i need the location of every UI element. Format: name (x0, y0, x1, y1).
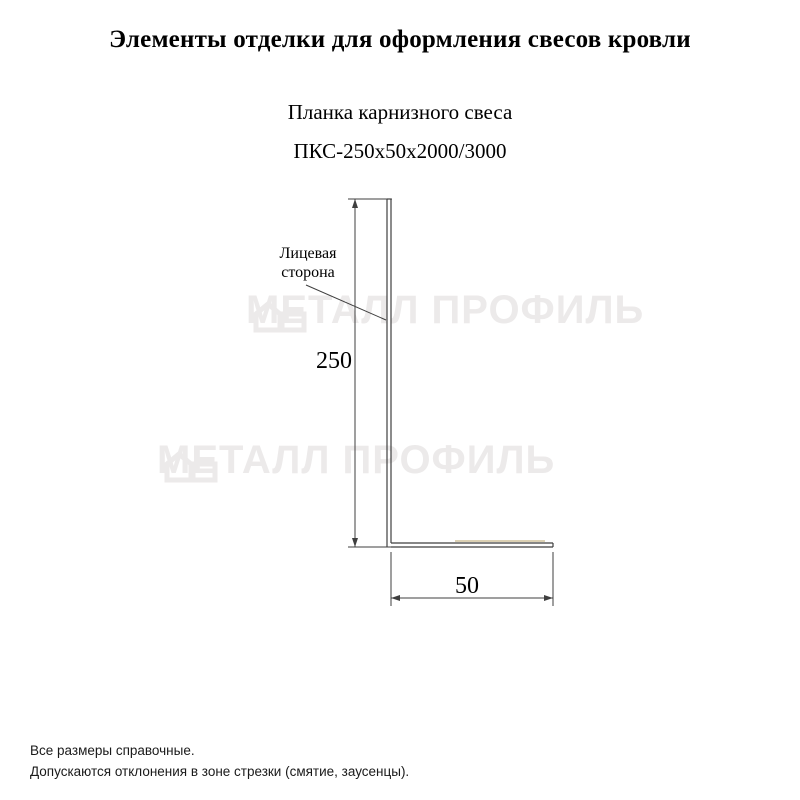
dimension-width-value: 50 (455, 573, 479, 599)
leader-line (306, 285, 386, 320)
product-name: Планка карнизного свеса (287, 100, 513, 124)
page-title: Элементы отделки для оформления свесов кровли (109, 26, 691, 53)
watermark-text-2: МЕТАЛЛ ПРОФИЛЬ (157, 438, 556, 482)
dimension-height-value: 250 (316, 348, 352, 374)
face-side-label (248, 244, 368, 282)
footnote-line-1: Все размеры справочные. (30, 743, 195, 758)
face-side-label-line1: Лицевая (279, 245, 337, 262)
watermark-text-1: МЕТАЛЛ ПРОФИЛЬ (246, 288, 645, 332)
profile-outline (387, 199, 553, 547)
footnote-line-2: Допускаются отклонения в зоне стрезки (смятие, заусенцы). (30, 764, 410, 779)
footnotes (30, 740, 409, 782)
product-code: ПКС-250x50x2000/3000 (293, 139, 507, 163)
face-side-label-line2: сторона (281, 264, 335, 281)
